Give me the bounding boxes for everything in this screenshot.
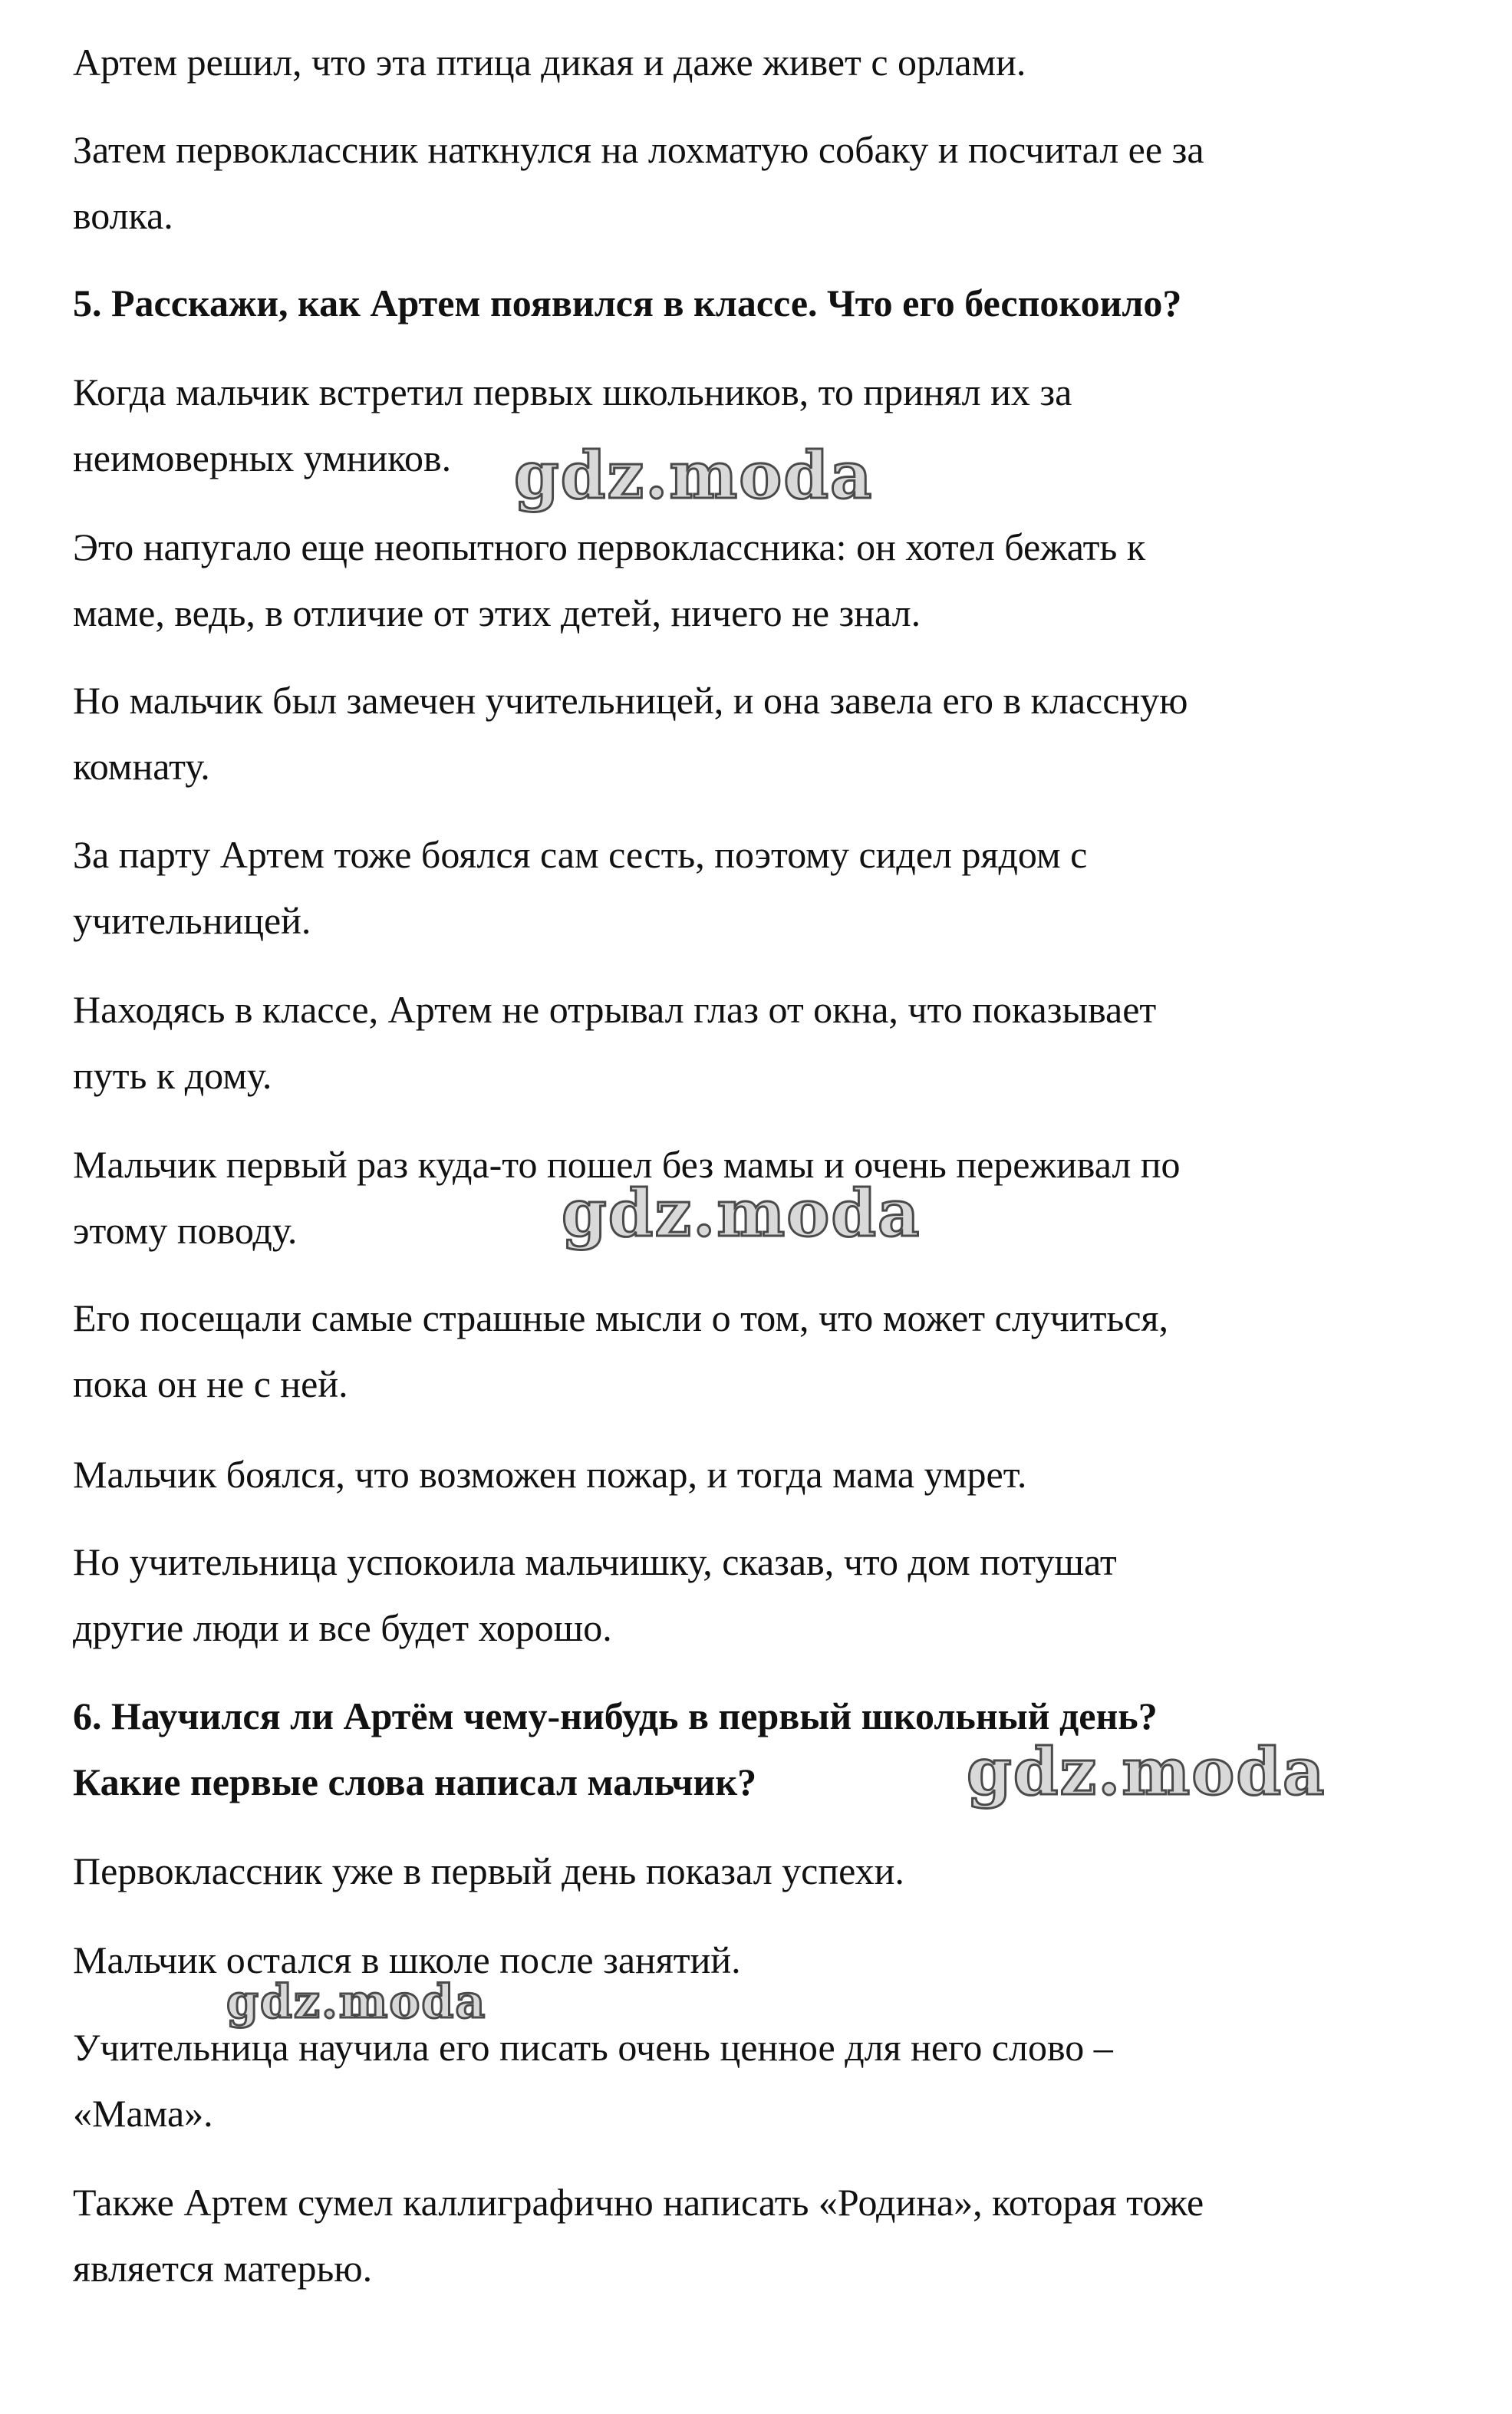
text-line: Мальчик боялся, что возможен пожар, и тогда мама умрет. <box>73 1453 1027 1496</box>
paragraph-desk <box>73 822 1454 953</box>
text-line: маме, ведь, в отличие от этих детей, ничего не знал. <box>73 591 921 634</box>
text-line: Находясь в классе, Артем не отрывал глаз от окна, что показывает <box>73 988 1157 1031</box>
text-line: является матерью. <box>73 2247 373 2290</box>
text-line: Но мальчик был замечен учительницей, и она завела его в классную <box>73 679 1188 722</box>
text-line: Мальчик остался в школе после занятий. <box>73 1938 741 1981</box>
text-line: неимоверных умников. <box>73 436 452 479</box>
text-line: Какие первые слова написал мальчик? <box>73 1760 757 1803</box>
text-line: За парту Артем тоже боялся сам сесть, поэтому сидел рядом с <box>73 833 1088 876</box>
paragraph-fire-fear <box>73 1441 1454 1507</box>
text-line: 5. Расскажи, как Артем появился в классе. Что его беспокоило? <box>73 282 1182 324</box>
paragraph-eagles <box>73 29 1454 95</box>
paragraph-dog <box>73 117 1454 249</box>
text-line: этому поводу. <box>73 1209 298 1252</box>
text-line: комнату. <box>73 745 210 788</box>
text-line: Но учительница успокоила мальчишку, сказав, что дом потушат <box>73 1540 1117 1583</box>
text-line: учительницей. <box>73 899 311 942</box>
text-line: путь к дому. <box>73 1054 272 1097</box>
text-line: Артем решил, что эта птица дикая и даже живет с орлами. <box>73 41 1026 84</box>
paragraph-first-success <box>73 1838 1454 1904</box>
text-line: 6. Научился ли Артём чему-нибудь в первый школьный день? <box>73 1694 1158 1737</box>
paragraph-window <box>73 976 1454 1108</box>
watermark-logo: gdz.moda <box>514 437 874 513</box>
text-line: Также Артем сумел каллиграфично написать «Родина», которая тоже <box>73 2181 1204 2224</box>
text-line: Первоклассник уже в первый день показал успехи. <box>73 1849 904 1892</box>
paragraph-scary-thoughts <box>73 1285 1454 1417</box>
question-5-heading <box>73 270 1454 336</box>
text-line: Его посещали самые страшные мысли о том, что может случиться, <box>73 1296 1169 1339</box>
text-line: Когда мальчик встретил первых школьников, то принял их за <box>73 370 1072 413</box>
text-line: Затем первоклассник наткнулся на лохматую собаку и посчитал ее за <box>73 128 1204 171</box>
text-line: волка. <box>73 194 173 237</box>
text-line: Мальчик первый раз куда-то пошел без мамы и очень переживал по <box>73 1143 1181 1186</box>
watermark-logo: gdz.moda <box>562 1175 921 1251</box>
paragraph-teacher-noticed <box>73 667 1454 799</box>
text-line: Учительница научила его писать очень ценное для него слово – <box>73 2026 1113 2069</box>
paragraph-word-mama <box>73 2014 1454 2146</box>
text-line: «Мама». <box>73 2092 213 2135</box>
paragraph-frightened <box>73 514 1454 646</box>
text-line: другие люди и все будет хорошо. <box>73 1606 612 1649</box>
paragraph-teacher-calmed <box>73 1529 1454 1661</box>
paragraph-word-rodina <box>73 2169 1454 2301</box>
text-line: пока он не с ней. <box>73 1362 348 1405</box>
text-line: Это напугало еще неопытного первоклассника: он хотел бежать к <box>73 525 1146 568</box>
watermark-logo: gdz.moda <box>967 1734 1326 1810</box>
watermark-logo: gdz.moda <box>226 1975 487 2029</box>
